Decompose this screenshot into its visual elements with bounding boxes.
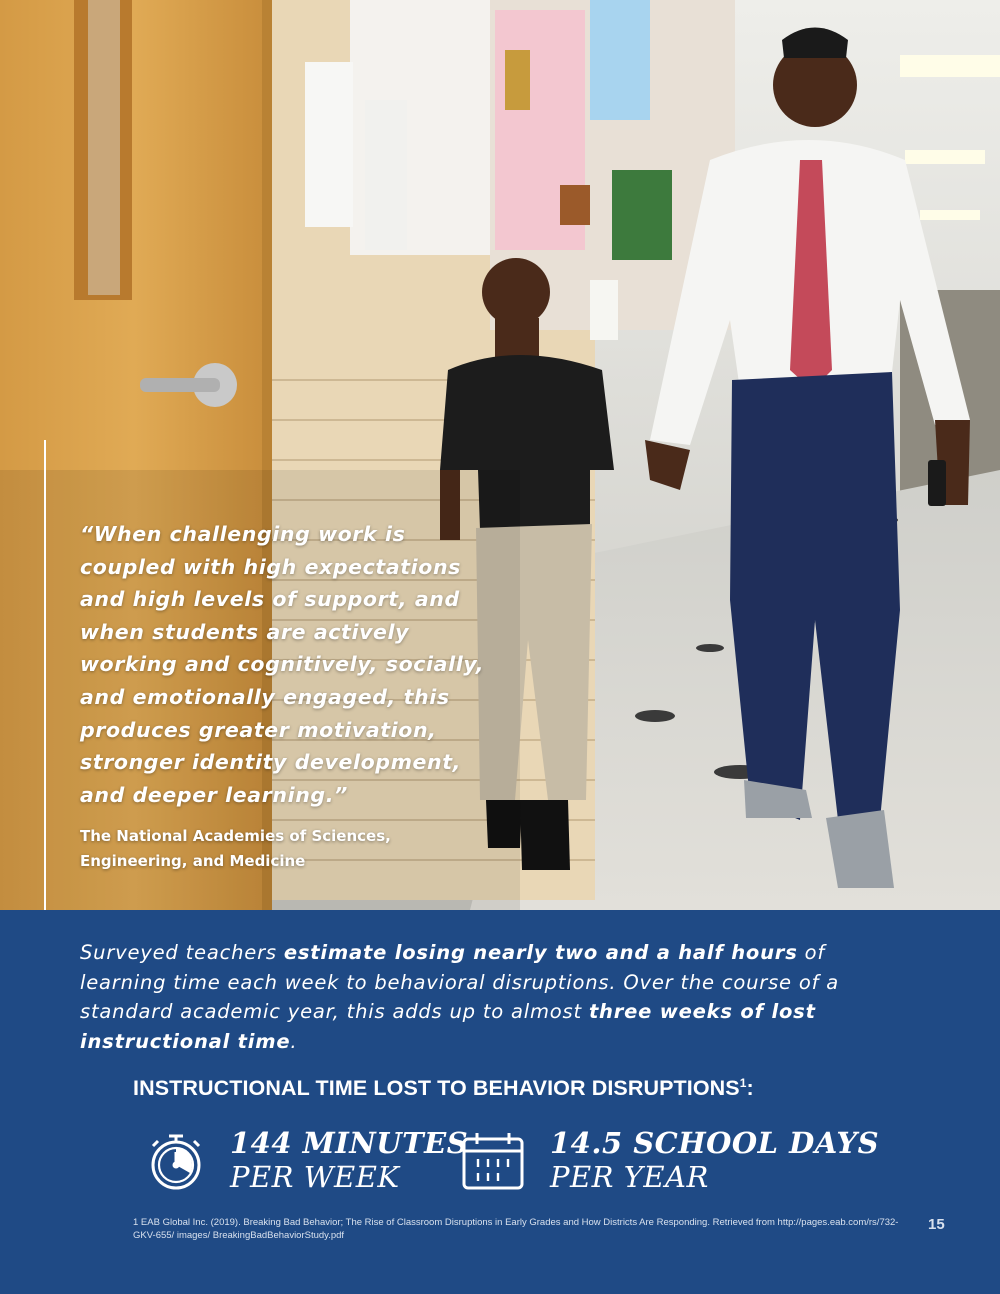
stopwatch-icon <box>143 1128 209 1194</box>
attribution-line-2: Engineering, and Medicine <box>80 852 306 870</box>
quote-line: working and cognitively, socially, <box>80 652 485 677</box>
stat-days <box>460 1128 900 1198</box>
footnote: 1 EAB Global Inc. (2019). Breaking Bad Behavior; The Rise of Classroom Disruptions in Early Grades and How Districts Are Responding. Retrieved from http://pages.eab.com/rs/732-GKV-655/ images/ BreakingBadBehaviorStudy.pdf <box>133 1217 899 1241</box>
stats-band <box>0 910 1000 1294</box>
quote-line: and deeper learning.” <box>80 782 348 807</box>
pull-quote <box>80 518 500 811</box>
quote-line: stronger identity development, <box>80 750 462 775</box>
quote-line: when students are actively <box>80 619 410 644</box>
page-number: 15 <box>928 1216 945 1233</box>
stats-heading-text: INSTRUCTIONAL TIME LOST TO BEHAVIOR DISRUPTIONS <box>133 1076 740 1101</box>
quote-line: coupled with high expectations <box>80 554 461 579</box>
stats-heading <box>133 1076 754 1101</box>
quote-attribution <box>80 824 440 874</box>
stats-heading-colon: : <box>746 1076 754 1101</box>
intro-text: Surveyed teachers <box>80 941 284 964</box>
quote-line: produces greater motivation, <box>80 717 437 742</box>
footnote-marker: 1 <box>739 1076 747 1090</box>
intro-text: . <box>290 1029 298 1053</box>
attribution-line-1: The National Academies of Sciences, <box>80 827 391 845</box>
intro-text: of learning time each week to behavioral disruptions. Over the course of a standard academic year, this adds up to almost <box>80 941 839 1023</box>
stat-minutes <box>143 1126 469 1198</box>
intro-paragraph <box>80 938 900 1056</box>
quote-line: and emotionally engaged, this <box>80 684 450 709</box>
stat-unit: PER YEAR <box>550 1160 709 1194</box>
calendar-icon <box>460 1128 526 1194</box>
stat-value: 14.5 SCHOOL DAYS <box>550 1126 880 1160</box>
intro-emphasis: three weeks of lost instructional time <box>80 1000 816 1053</box>
quote-line: and high levels of support, and <box>80 587 460 612</box>
stat-value: 144 MINUTES <box>230 1126 469 1160</box>
stat-unit: PER WEEK <box>230 1160 400 1194</box>
quote-line: “When challenging work is <box>80 522 406 546</box>
intro-emphasis: estimate losing nearly two and a half hours <box>283 941 798 964</box>
